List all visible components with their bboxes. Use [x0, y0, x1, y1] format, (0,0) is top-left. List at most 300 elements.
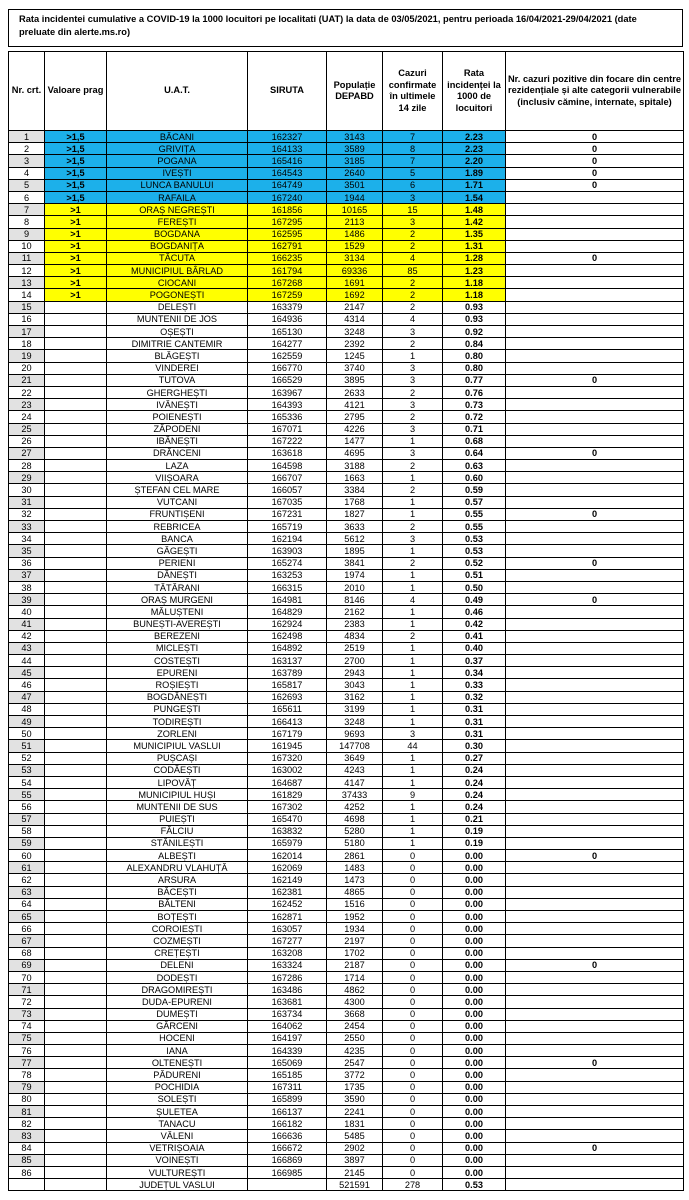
cell-siruta: 166315 [248, 581, 327, 593]
cell-nr: 65 [9, 911, 45, 923]
cell-uat: ȘULETEA [107, 1106, 248, 1118]
cell-uat: VETRIȘOAIA [107, 1142, 248, 1154]
table-row [9, 594, 684, 606]
cell-population: 4121 [327, 399, 383, 411]
cell-focare [506, 411, 684, 423]
cell-siruta: 163324 [248, 959, 327, 971]
cell-focare [506, 1106, 684, 1118]
cell-population: 4300 [327, 996, 383, 1008]
cell-cases: 0 [383, 923, 443, 935]
cell-prag [45, 923, 107, 935]
cell-siruta: 165336 [248, 411, 327, 423]
cell-uat: TODIREȘTI [107, 716, 248, 728]
cell-prag [45, 313, 107, 325]
cell-population: 1934 [327, 923, 383, 935]
cell-cases: 0 [383, 874, 443, 886]
cell-siruta: 162014 [248, 850, 327, 862]
cell-prag [45, 411, 107, 423]
cell-nr: 34 [9, 533, 45, 545]
cell-uat: ARSURA [107, 874, 248, 886]
cell-focare: 0 [506, 447, 684, 459]
cell-prag [45, 740, 107, 752]
table-row [9, 776, 684, 788]
cell-rate: 1.18 [443, 289, 506, 301]
cell-uat: MICLEȘTI [107, 642, 248, 654]
total-uat: JUDEȚUL VASLUI [107, 1179, 248, 1191]
cell-nr: 52 [9, 752, 45, 764]
cell-population: 2550 [327, 1032, 383, 1044]
cell-uat: FEREȘTI [107, 216, 248, 228]
cell-prag [45, 825, 107, 837]
cell-prag [45, 728, 107, 740]
cell-prag [45, 667, 107, 679]
cell-cases: 1 [383, 581, 443, 593]
cell-uat: BOȚEȘTI [107, 911, 248, 923]
cell-population: 3668 [327, 1008, 383, 1020]
cell-uat: STĂNILEȘTI [107, 837, 248, 849]
cell-population: 1944 [327, 191, 383, 203]
cell-nr: 35 [9, 545, 45, 557]
cell-cases: 2 [383, 557, 443, 569]
cell-prag: >1 [45, 277, 107, 289]
cell-focare [506, 691, 684, 703]
cell-prag [45, 362, 107, 374]
cell-focare [506, 362, 684, 374]
cell-cases: 0 [383, 1081, 443, 1093]
cell-rate: 0.41 [443, 630, 506, 642]
table-row [9, 1020, 684, 1032]
cell-rate: 0.93 [443, 313, 506, 325]
cell-siruta: 166413 [248, 716, 327, 728]
cell-population: 1529 [327, 240, 383, 252]
cell-siruta: 162381 [248, 886, 327, 898]
cell-nr: 21 [9, 374, 45, 386]
cell-siruta: 165416 [248, 155, 327, 167]
cell-prag [45, 545, 107, 557]
cell-nr: 12 [9, 265, 45, 277]
incidence-table [8, 51, 684, 1191]
cell-focare: 0 [506, 374, 684, 386]
table-row [9, 1032, 684, 1044]
cell-rate: 0.55 [443, 521, 506, 533]
cell-rate: 0.33 [443, 679, 506, 691]
cell-prag: >1 [45, 204, 107, 216]
cell-cases: 3 [383, 533, 443, 545]
cell-rate: 0.00 [443, 1166, 506, 1178]
cell-nr: 44 [9, 655, 45, 667]
cell-rate: 0.00 [443, 874, 506, 886]
cell-population: 3897 [327, 1154, 383, 1166]
table-row [9, 825, 684, 837]
cell-focare [506, 265, 684, 277]
cell-focare [506, 545, 684, 557]
cell-focare [506, 898, 684, 910]
cell-population: 1974 [327, 569, 383, 581]
cell-rate: 0.00 [443, 984, 506, 996]
cell-uat: VIIȘOARA [107, 472, 248, 484]
table-row [9, 679, 684, 691]
cell-uat: BOGDĂNEȘTI [107, 691, 248, 703]
cell-population: 3162 [327, 691, 383, 703]
cell-focare [506, 776, 684, 788]
cell-prag: >1 [45, 228, 107, 240]
cell-rate: 0.60 [443, 472, 506, 484]
cell-cases: 1 [383, 642, 443, 654]
cell-population: 3134 [327, 252, 383, 264]
cell-prag [45, 971, 107, 983]
cell-prag [45, 1093, 107, 1105]
cell-siruta: 162871 [248, 911, 327, 923]
cell-uat: TANACU [107, 1118, 248, 1130]
cell-cases: 4 [383, 313, 443, 325]
cell-uat: ROȘIEȘTI [107, 679, 248, 691]
cell-uat: BĂLTENI [107, 898, 248, 910]
table-row [9, 301, 684, 313]
cell-focare [506, 1081, 684, 1093]
cell-nr: 72 [9, 996, 45, 1008]
cell-nr: 38 [9, 581, 45, 593]
table-row [9, 898, 684, 910]
cell-siruta: 165817 [248, 679, 327, 691]
cell-siruta: 166636 [248, 1130, 327, 1142]
table-row [9, 228, 684, 240]
cell-prag [45, 862, 107, 874]
cell-siruta: 164062 [248, 1020, 327, 1032]
cell-focare [506, 703, 684, 715]
cell-siruta: 164687 [248, 776, 327, 788]
cell-cases: 3 [383, 362, 443, 374]
cell-uat: BOGDANA [107, 228, 248, 240]
table-row [9, 496, 684, 508]
cell-uat: PUNGEȘTI [107, 703, 248, 715]
cell-nr: 54 [9, 776, 45, 788]
cell-uat: POGONEȘTI [107, 289, 248, 301]
cell-cases: 1 [383, 703, 443, 715]
cell-siruta: 167320 [248, 752, 327, 764]
cell-nr: 15 [9, 301, 45, 313]
cell-rate: 0.19 [443, 837, 506, 849]
cell-focare [506, 1032, 684, 1044]
cell-uat: RAFAILA [107, 191, 248, 203]
table-row [9, 862, 684, 874]
table-row [9, 667, 684, 679]
cell-cases: 2 [383, 484, 443, 496]
cell-cases: 1 [383, 496, 443, 508]
cell-prag [45, 691, 107, 703]
table-row [9, 837, 684, 849]
cell-rate: 0.80 [443, 362, 506, 374]
table-row [9, 1057, 684, 1069]
cell-siruta: 162452 [248, 898, 327, 910]
cell-cases: 2 [383, 630, 443, 642]
cell-rate: 0.37 [443, 655, 506, 667]
cell-uat: POGANA [107, 155, 248, 167]
cell-cases: 7 [383, 131, 443, 143]
cell-rate: 0.00 [443, 1106, 506, 1118]
cell-siruta: 166235 [248, 252, 327, 264]
cell-nr: 29 [9, 472, 45, 484]
table-row [9, 131, 684, 143]
cell-focare [506, 289, 684, 301]
cell-focare [506, 460, 684, 472]
cell-population: 2454 [327, 1020, 383, 1032]
cell-cases: 0 [383, 898, 443, 910]
cell-prag: >1 [45, 265, 107, 277]
table-row [9, 959, 684, 971]
table-row [9, 789, 684, 801]
cell-uat: ALEXANDRU VLAHUȚĂ [107, 862, 248, 874]
table-row [9, 533, 684, 545]
cell-focare: 0 [506, 131, 684, 143]
cell-focare [506, 862, 684, 874]
table-row [9, 143, 684, 155]
cell-cases: 0 [383, 1142, 443, 1154]
cell-rate: 0.00 [443, 1093, 506, 1105]
cell-prag: >1 [45, 252, 107, 264]
cell-rate: 0.80 [443, 350, 506, 362]
table-row [9, 179, 684, 191]
cell-siruta: 162327 [248, 131, 327, 143]
cell-focare [506, 277, 684, 289]
cell-nr: 53 [9, 764, 45, 776]
cell-rate: 1.89 [443, 167, 506, 179]
cell-rate: 2.20 [443, 155, 506, 167]
table-row [9, 740, 684, 752]
cell-focare [506, 971, 684, 983]
cell-rate: 0.52 [443, 557, 506, 569]
cell-blank [506, 1179, 684, 1191]
cell-population: 1486 [327, 228, 383, 240]
cell-focare: 0 [506, 155, 684, 167]
cell-rate: 0.00 [443, 1045, 506, 1057]
cell-uat: DRĂNCENI [107, 447, 248, 459]
cell-uat: IVEȘTI [107, 167, 248, 179]
cell-prag [45, 447, 107, 459]
cell-cases: 85 [383, 265, 443, 277]
cell-population: 3248 [327, 716, 383, 728]
cell-nr: 6 [9, 191, 45, 203]
cell-rate: 0.00 [443, 1057, 506, 1069]
cell-population: 4243 [327, 764, 383, 776]
cell-cases: 0 [383, 959, 443, 971]
cell-population: 1827 [327, 508, 383, 520]
cell-population: 4147 [327, 776, 383, 788]
table-row [9, 813, 684, 825]
cell-uat: MUNTENII DE JOS [107, 313, 248, 325]
cell-prag [45, 508, 107, 520]
cell-nr: 7 [9, 204, 45, 216]
table-row [9, 411, 684, 423]
cell-rate: 0.46 [443, 606, 506, 618]
cell-prag [45, 484, 107, 496]
cell-siruta: 164981 [248, 594, 327, 606]
table-row [9, 606, 684, 618]
cell-population: 3199 [327, 703, 383, 715]
table-row [9, 155, 684, 167]
cell-cases: 2 [383, 301, 443, 313]
cell-siruta: 163734 [248, 1008, 327, 1020]
cell-nr: 4 [9, 167, 45, 179]
cell-focare [506, 911, 684, 923]
cell-siruta: 167302 [248, 801, 327, 813]
cell-prag [45, 935, 107, 947]
cell-rate: 0.40 [443, 642, 506, 654]
cell-focare [506, 191, 684, 203]
cell-prag [45, 423, 107, 435]
cell-cases: 2 [383, 411, 443, 423]
cell-uat: GĂGEȘTI [107, 545, 248, 557]
cell-uat: FĂLCIU [107, 825, 248, 837]
table-row [9, 1045, 684, 1057]
table-row [9, 801, 684, 813]
cell-uat: MĂLUȘTENI [107, 606, 248, 618]
cell-siruta: 162069 [248, 862, 327, 874]
table-row [9, 569, 684, 581]
cell-uat: TUTOVA [107, 374, 248, 386]
cell-cases: 1 [383, 752, 443, 764]
cell-focare [506, 716, 684, 728]
cell-prag [45, 801, 107, 813]
table-row [9, 374, 684, 386]
cell-population: 2902 [327, 1142, 383, 1154]
table-row [9, 1106, 684, 1118]
cell-nr: 86 [9, 1166, 45, 1178]
cell-nr: 50 [9, 728, 45, 740]
cell-siruta: 162924 [248, 618, 327, 630]
cell-cases: 1 [383, 667, 443, 679]
cell-siruta: 167268 [248, 277, 327, 289]
cell-focare [506, 837, 684, 849]
cell-cases: 1 [383, 764, 443, 776]
cell-rate: 0.27 [443, 752, 506, 764]
cell-uat: GRIVIȚA [107, 143, 248, 155]
cell-siruta: 167240 [248, 191, 327, 203]
cell-rate: 0.34 [443, 667, 506, 679]
cell-population: 8146 [327, 594, 383, 606]
cell-prag [45, 533, 107, 545]
cell-population: 9693 [327, 728, 383, 740]
cell-population: 4862 [327, 984, 383, 996]
cell-uat: ZORLENI [107, 728, 248, 740]
cell-nr: 42 [9, 630, 45, 642]
cell-nr: 5 [9, 179, 45, 191]
cell-siruta: 166182 [248, 1118, 327, 1130]
cell-nr: 80 [9, 1093, 45, 1105]
cell-nr: 68 [9, 947, 45, 959]
cell-cases: 3 [383, 423, 443, 435]
table-row [9, 240, 684, 252]
cell-siruta: 161856 [248, 204, 327, 216]
cell-nr: 85 [9, 1154, 45, 1166]
cell-nr: 82 [9, 1118, 45, 1130]
cell-focare [506, 338, 684, 350]
cell-siruta: 163379 [248, 301, 327, 313]
cell-population: 3248 [327, 326, 383, 338]
cell-population: 147708 [327, 740, 383, 752]
header-focare: Nr. cazuri pozitive din focare din centre rezidențiale și alte categorii vulnerabile (inclusiv cămine, internate, spitale) [506, 52, 684, 131]
cell-focare: 0 [506, 1142, 684, 1154]
cell-siruta: 161829 [248, 789, 327, 801]
cell-prag [45, 460, 107, 472]
cell-focare: 0 [506, 143, 684, 155]
cell-siruta: 162693 [248, 691, 327, 703]
cell-cases: 0 [383, 1032, 443, 1044]
cell-rate: 0.31 [443, 728, 506, 740]
cell-siruta: 163967 [248, 386, 327, 398]
cell-siruta: 163618 [248, 447, 327, 459]
cell-siruta: 165130 [248, 326, 327, 338]
cell-nr: 58 [9, 825, 45, 837]
cell-population: 3188 [327, 460, 383, 472]
table-row [9, 618, 684, 630]
cell-population: 1735 [327, 1081, 383, 1093]
cell-focare: 0 [506, 959, 684, 971]
cell-population: 3501 [327, 179, 383, 191]
cell-population: 2241 [327, 1106, 383, 1118]
cell-siruta: 164936 [248, 313, 327, 325]
cell-population: 10165 [327, 204, 383, 216]
cell-focare [506, 521, 684, 533]
cell-population: 5612 [327, 533, 383, 545]
cell-focare [506, 801, 684, 813]
cell-cases: 2 [383, 289, 443, 301]
cell-siruta: 161945 [248, 740, 327, 752]
cell-uat: ORAȘ NEGREȘTI [107, 204, 248, 216]
cell-rate: 0.21 [443, 813, 506, 825]
cell-focare [506, 1045, 684, 1057]
cell-population: 4252 [327, 801, 383, 813]
cell-siruta: 167259 [248, 289, 327, 301]
cell-cases: 44 [383, 740, 443, 752]
cell-rate: 0.68 [443, 435, 506, 447]
cell-prag [45, 764, 107, 776]
table-row [9, 447, 684, 459]
cell-nr: 8 [9, 216, 45, 228]
cell-cases: 1 [383, 825, 443, 837]
cell-rate: 0.50 [443, 581, 506, 593]
cell-rate: 0.24 [443, 801, 506, 813]
cell-rate: 0.00 [443, 911, 506, 923]
table-row [9, 728, 684, 740]
cell-rate: 0.57 [443, 496, 506, 508]
cell-focare: 0 [506, 1057, 684, 1069]
cell-population: 3185 [327, 155, 383, 167]
total-row [9, 1179, 684, 1191]
cell-uat: DĂNEȘTI [107, 569, 248, 581]
cell-uat: IANA [107, 1045, 248, 1057]
cell-uat: MUNTENII DE SUS [107, 801, 248, 813]
cell-nr: 71 [9, 984, 45, 996]
cell-focare [506, 874, 684, 886]
cell-uat: DELENI [107, 959, 248, 971]
cell-siruta: 167179 [248, 728, 327, 740]
cell-rate: 1.35 [443, 228, 506, 240]
cell-population: 2162 [327, 606, 383, 618]
cell-uat: IBĂNEȘTI [107, 435, 248, 447]
cell-rate: 0.24 [443, 776, 506, 788]
cell-cases: 3 [383, 399, 443, 411]
cell-focare [506, 301, 684, 313]
cell-focare [506, 496, 684, 508]
cell-cases: 8 [383, 143, 443, 155]
cell-focare [506, 752, 684, 764]
cell-population: 1714 [327, 971, 383, 983]
cell-rate: 0.51 [443, 569, 506, 581]
cell-siruta: 165274 [248, 557, 327, 569]
cell-population: 2700 [327, 655, 383, 667]
cell-siruta: 167231 [248, 508, 327, 520]
cell-cases: 2 [383, 521, 443, 533]
